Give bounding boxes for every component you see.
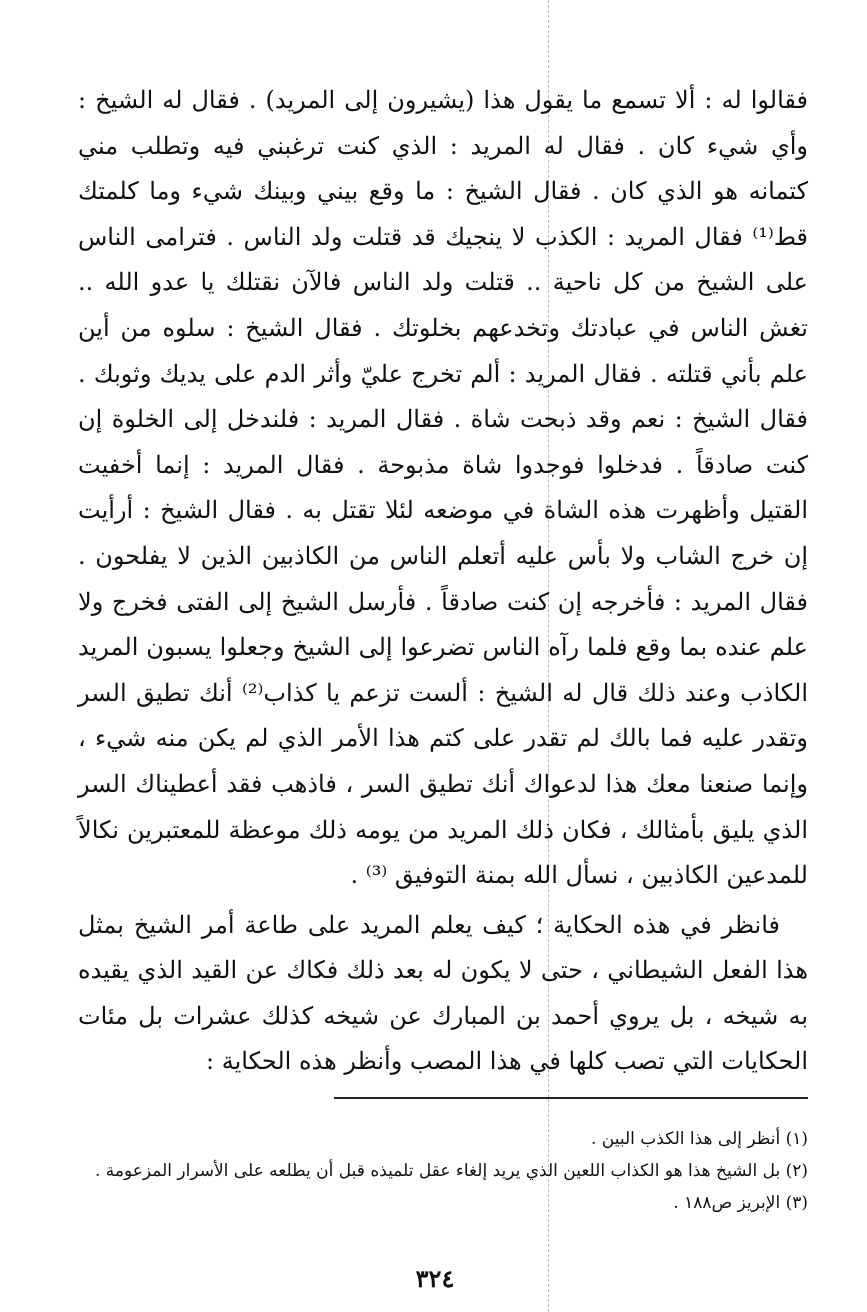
main-text	[78, 78, 808, 1085]
footnote-separator	[334, 1097, 808, 1099]
footnote-3: (٣) الإبريز ص١٨٨ .	[673, 1193, 808, 1213]
page-number: ٣٢٤	[415, 1264, 455, 1293]
footnote-1: (١) أنظر إلى هذا الكذب البين .	[590, 1129, 808, 1149]
footnotes	[64, 1124, 808, 1220]
paragraph-2: فانظر في هذه الحكاية ؛ كيف يعلم المريد على طاعة أمر الشيخ بمثل هذا الفعل الشيطاني ، حتى لا يكون له بعد ذلك فكاك عن القيد الذي يقيده به شيخه ، بل يروي أحمد بن المبارك عن شيخه كذلك عشرات بل مئات الحكايات التي تصب كلها في هذا المصب وأنظر هذه الحكاية :	[78, 910, 808, 1076]
footnote-2: (٢) بل الشيخ هذا هو الكذاب اللعين الذي يريد إلغاء عقل تلميذه قبل أن يطلعه على الأسرار المزعومة .	[94, 1161, 808, 1181]
paragraph-1: فقالوا له : ألا تسمع ما يقول هذا (يشيرون إلى المريد) . فقال له الشيخ : وأي شيء كان . فقال له المريد : الذي كنت ترغبني فيه وتطلب مني كتمانه هو الذي كان . فقال الشيخ : ما وقع بيني وبينك شيء وما كلمتك قط⁽¹⁾ فقال المريد : الكذب لا ينجيك قد قتلت ولد الناس . فترامى الناس على الشيخ من كل ناحية .. قتلت ولد الناس فالآن نقتلك يا عدو الله .. تغش الناس في عبادتك وتخدعهم بخلوتك . فقال الشيخ : سلوه من أين علم بأني قتلته . فقال المريد : ألم تخرج عليّ وأثر الدم على يديك وثوبك . فقال الشيخ : نعم وقد ذبحت شاة . فقال المريد : فلندخل إلى الخلوة إن كنت صادقاً . فدخلوا فوجدوا شاة مذبوحة . فقال المريد : إنما أخفيت القتيل وأظهرت هذه الشاة في موضعه لئلا تقتل به . فقال الشيخ : أرأيت إن خرج الشاب ولا بأس عليه أتعلم الناس من الكاذبين الذين لا يفلحون . فقال المريد : فأخرجه إن كنت صادقاً . فأرسل الشيخ إلى الفتى فخرج ولا علم عنده بما وقع فلما رآه الناس تضرعوا إلى الشيخ وجعلوا يسبون المريد الكاذب وعند ذلك قال له الشيخ : ألست تزعم يا كذاب⁽²⁾ أنك تطيق السر وتقدر عليه فما بالك لم تقدر على كتم هذا الأمر الذي لم يكن منه شيء ، وإنما صنعنا معك هذا لدعواك أنك تطيق السر ، فاذهب فقد أعطيناك السر الذي يليق بأمثالك ، فكان ذلك المريد من يومه ذلك موعظة للمعتبرين نكالاً للمدعين الكاذبين ، نسأل الله بمنة التوفيق ⁽³⁾ .	[78, 86, 808, 890]
